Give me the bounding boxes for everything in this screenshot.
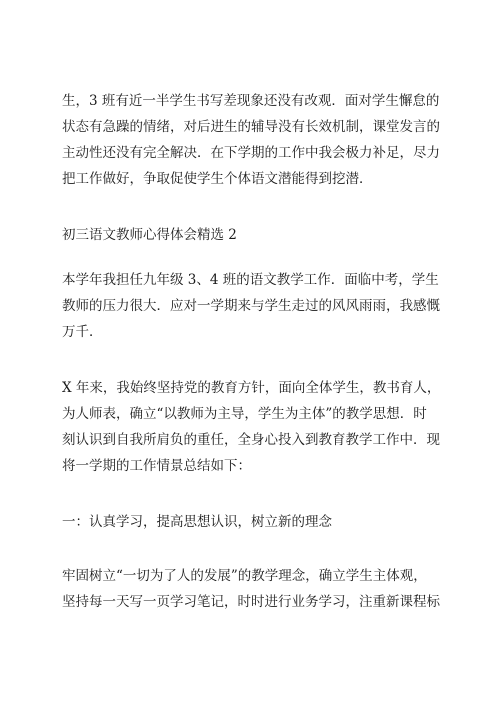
text-line: 万千． bbox=[62, 324, 103, 340]
text-line: 将一学期的工作情景总结如下： bbox=[62, 458, 251, 474]
heading-text: 初三语文教师心得体会精选 2 bbox=[62, 227, 237, 243]
paragraph-teaching-philosophy bbox=[62, 563, 462, 615]
section-heading bbox=[62, 222, 462, 248]
text-line: 牢固树立“一切为了人的发展”的教学理念，确立学生主体观， bbox=[62, 568, 427, 584]
text-line: 本学年我担任九年级 3、4 班的语文教学工作．面临中考，学生 bbox=[62, 272, 439, 288]
heading-text: 一：认真学习，提高思想认识，树立新的理念 bbox=[62, 514, 332, 530]
paragraph-overview bbox=[62, 375, 462, 479]
paragraph-intro bbox=[62, 267, 462, 345]
text-line: 状态有急躁的情绪，对后进生的辅导没有长效机制，课堂发言的 bbox=[62, 119, 440, 135]
text-line: X 年来，我始终坚持党的教育方针，面向全体学生，教书育人， bbox=[62, 380, 441, 396]
text-line: 主动性还没有完全解决．在下学期的工作中我会极力补足，尽力 bbox=[62, 145, 440, 161]
subsection-heading bbox=[62, 509, 462, 535]
text-line: 坚持每一天写一页学习笔记，时时进行业务学习，注重新课程标 bbox=[62, 594, 440, 610]
text-line: 刻认识到自我所肩负的重任，全身心投入到教育教学工作中．现 bbox=[62, 432, 440, 448]
paragraph-closing-summary bbox=[62, 88, 462, 192]
text-line: 为人师表，确立“以教师为主导，学生为主体”的教学思想．时 bbox=[62, 406, 427, 422]
text-line: 生，3 班有近一半学生书写差现象还没有改观．面对学生懈怠的 bbox=[62, 93, 440, 109]
text-line: 教师的压力很大．应对一学期来与学生走过的风风雨雨，我感慨 bbox=[62, 298, 440, 314]
text-line: 把工作做好，争取促使学生个体语文潜能得到挖潜． bbox=[62, 171, 373, 187]
